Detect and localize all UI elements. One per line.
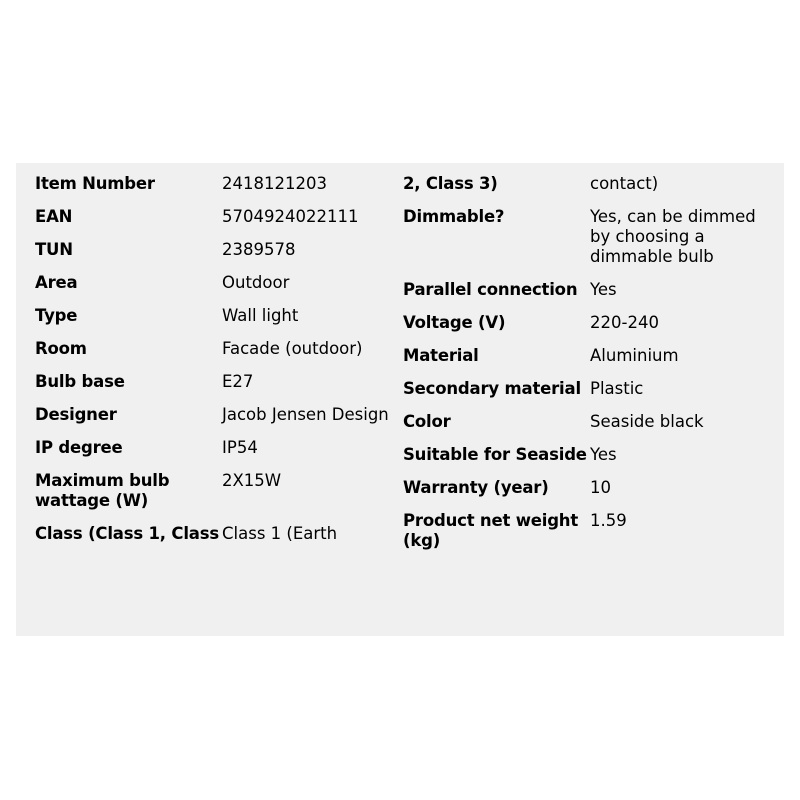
spec-label-dimmable: Dimmable? — [403, 207, 505, 226]
spec-value-parallel-connection: Yes — [590, 280, 617, 299]
spec-value-ean: 5704924022111 — [222, 207, 359, 226]
spec-label-bulb-base: Bulb base — [35, 372, 125, 391]
spec-label-area: Area — [35, 273, 78, 292]
spec-value-dimmable: Yes, can be dimmed by choosing a dimmable bulb — [590, 207, 756, 266]
spec-table-left — [35, 173, 405, 556]
spec-table-right — [403, 173, 772, 563]
spec-value-bulb-base: E27 — [222, 372, 254, 391]
spec-value-warranty: 10 — [590, 478, 611, 497]
spec-label-max-bulb-wattage: Maximum bulb wattage (W) — [35, 471, 170, 510]
spec-value-color: Seaside black — [590, 412, 704, 431]
spec-label-voltage: Voltage (V) — [403, 313, 506, 332]
spec-label-suitable-for-seaside: Suitable for Seaside — [403, 445, 587, 464]
spec-label-item-number: Item Number — [35, 174, 155, 193]
spec-value-designer: Jacob Jensen Design — [222, 405, 389, 424]
spec-value-suitable-for-seaside: Yes — [590, 445, 617, 464]
spec-label-net-weight: Product net weight (kg) — [403, 511, 579, 550]
spec-label-material: Material — [403, 346, 479, 365]
spec-value-voltage: 220-240 — [590, 313, 659, 332]
spec-label-color: Color — [403, 412, 451, 431]
spec-value-tun: 2389578 — [222, 240, 296, 259]
spec-value-area: Outdoor — [222, 273, 290, 292]
spec-value-material: Aluminium — [590, 346, 679, 365]
spec-label-ean: EAN — [35, 207, 73, 226]
spec-value-secondary-material: Plastic — [590, 379, 644, 398]
spec-label-designer: Designer — [35, 405, 117, 424]
spec-label-class-continued: 2, Class 3) — [403, 174, 498, 193]
spec-label-warranty: Warranty (year) — [403, 478, 549, 497]
spec-value-class: Class 1 (Earth — [222, 524, 338, 543]
spec-label-parallel-connection: Parallel connection — [403, 280, 578, 299]
spec-value-room: Facade (outdoor) — [222, 339, 363, 358]
spec-value-net-weight: 1.59 — [590, 511, 627, 530]
spec-label-class: Class (Class 1, Class — [35, 524, 219, 543]
spec-value-max-bulb-wattage: 2X15W — [222, 471, 282, 490]
spec-value-type: Wall light — [222, 306, 299, 325]
spec-value-ip-degree: IP54 — [222, 438, 258, 457]
spec-value-item-number: 2418121203 — [222, 174, 327, 193]
spec-label-secondary-material: Secondary material — [403, 379, 581, 398]
product-spec-panel — [16, 163, 784, 636]
spec-value-class-continued: contact) — [590, 174, 659, 193]
spec-label-type: Type — [35, 306, 78, 325]
spec-label-room: Room — [35, 339, 87, 358]
spec-label-ip-degree: IP degree — [35, 438, 123, 457]
spec-label-tun: TUN — [35, 240, 73, 259]
